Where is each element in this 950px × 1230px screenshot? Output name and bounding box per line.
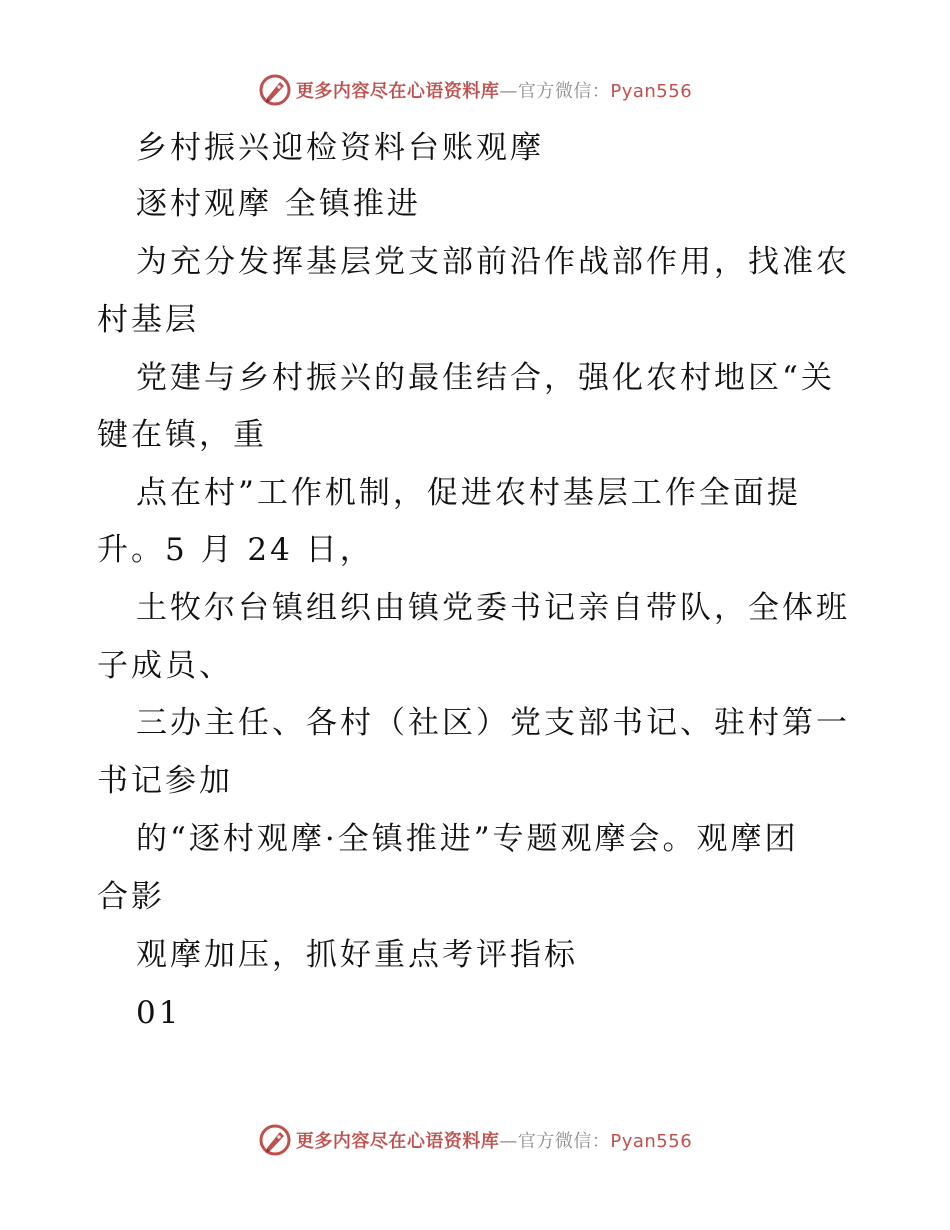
banner-content xyxy=(258,1123,692,1157)
paragraph-line: 子成员、 xyxy=(97,648,233,684)
paragraph-line: 三办主任、各村（社区）党支部书记、驻村第一 xyxy=(136,705,850,741)
paragraph-line: 为充分发挥基层党支部前沿作战部作用，找准农 xyxy=(136,244,850,280)
banner-dash: — xyxy=(499,81,518,102)
doc-title: 乡村振兴迎检资料台账观摩 xyxy=(136,130,544,166)
banner-text xyxy=(296,77,692,103)
banner-label: 官方微信： xyxy=(517,81,611,102)
section-number: 01 xyxy=(136,995,182,1031)
paragraph-line: 的“逐村观摩·全镇推进”专题观摩会。观摩团 xyxy=(136,821,799,857)
paragraph-line: 书记参加 xyxy=(97,763,233,799)
section-heading: 观摩加压，抓好重点考评指标 xyxy=(136,937,578,973)
paragraph-line: 升。5 月 24 日， xyxy=(97,532,374,568)
paragraph-line: 党建与乡村振兴的最佳结合，强化农村地区“关 xyxy=(136,360,835,396)
paragraph-line: 键在镇，重 xyxy=(97,417,267,453)
banner-dash: — xyxy=(499,1131,518,1152)
paragraph-line: 村基层 xyxy=(97,302,199,338)
banner-id: Pyan556 xyxy=(610,81,693,102)
banner-brand: 更多内容尽在心语资料库 xyxy=(295,1131,500,1152)
banner-text xyxy=(296,1127,692,1153)
doc-subtitle: 逐村观摩 全镇推进 xyxy=(136,186,421,222)
banner-brand: 更多内容尽在心语资料库 xyxy=(295,81,500,102)
paragraph-line: 合影 xyxy=(97,879,165,915)
pen-nib-logo-icon xyxy=(258,73,292,107)
header-banner xyxy=(0,70,950,110)
pen-nib-logo-icon xyxy=(258,1123,292,1157)
paragraph-line: 土牧尔台镇组织由镇党委书记亲自带队，全体班 xyxy=(136,590,850,626)
banner-label: 官方微信： xyxy=(517,1131,611,1152)
banner-id: Pyan556 xyxy=(610,1131,693,1152)
footer-banner xyxy=(0,1120,950,1160)
paragraph-line: 点在村”工作机制，促进农村基层工作全面提 xyxy=(136,475,801,511)
banner-content xyxy=(258,73,692,107)
